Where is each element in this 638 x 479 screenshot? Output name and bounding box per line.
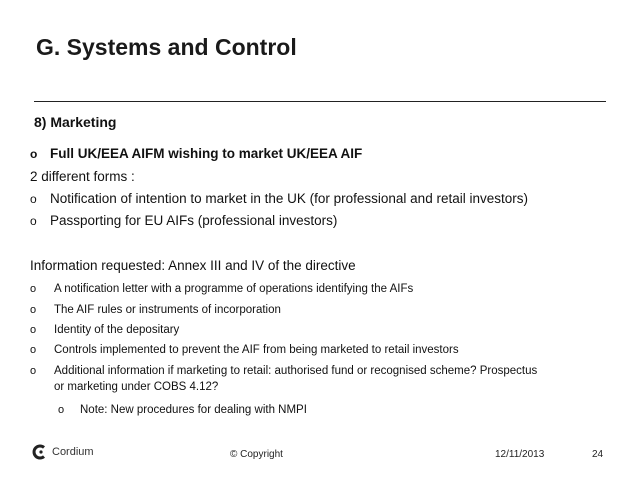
bullet-line bbox=[30, 191, 528, 206]
item-text: The AIF rules or instruments of incorporation bbox=[54, 304, 281, 316]
text-line bbox=[30, 169, 135, 184]
bullet-marker: o bbox=[30, 147, 38, 161]
bullet-marker: o bbox=[58, 404, 65, 416]
bullet-marker: o bbox=[30, 365, 37, 377]
line-text: Passporting for EU AIFs (professional investors) bbox=[50, 213, 338, 228]
list-item bbox=[30, 324, 179, 336]
line-text: 2 different forms : bbox=[30, 169, 135, 184]
item-text: A notification letter with a programme of operations identifying the AIFs bbox=[54, 283, 414, 295]
cordium-logo-icon bbox=[32, 444, 48, 460]
logo-text: Cordium bbox=[52, 446, 94, 458]
list-item bbox=[30, 283, 413, 295]
footer-date: 12/11/2013 bbox=[495, 449, 545, 460]
bullet-line bbox=[30, 146, 362, 161]
bullet-marker: o bbox=[30, 324, 37, 336]
line-text: Information requested: Annex III and IV of the directive bbox=[30, 258, 356, 273]
line-text: Full UK/EEA AIFM wishing to market UK/EEA AIF bbox=[50, 146, 363, 161]
item-text-continued: or marketing under COBS 4.12? bbox=[54, 381, 219, 393]
footer-copyright: © Copyright bbox=[230, 449, 283, 460]
item-text: Note: New procedures for dealing with NMPI bbox=[80, 404, 307, 416]
bullet-marker: o bbox=[30, 344, 37, 356]
bullet-marker: o bbox=[30, 304, 37, 316]
title-divider bbox=[34, 101, 606, 102]
list-item bbox=[30, 363, 610, 395]
item-text: Identity of the depositary bbox=[54, 324, 180, 336]
bullet-line bbox=[30, 213, 337, 228]
line-text: Notification of intention to market in the UK (for professional and retail investors) bbox=[50, 191, 528, 206]
list-item bbox=[30, 304, 281, 316]
list-item bbox=[30, 344, 459, 356]
bullet-marker: o bbox=[30, 283, 37, 295]
sub-list-item bbox=[58, 404, 307, 416]
page-number: 24 bbox=[592, 449, 604, 460]
section-heading: 8) Marketing bbox=[34, 114, 117, 130]
item-text: Controls implemented to prevent the AIF from being marketed to retail investors bbox=[54, 344, 459, 356]
slide-title: G. Systems and Control bbox=[36, 34, 297, 60]
item-text: Additional information if marketing to retail: authorised fund or recognised scheme? Prospectus bbox=[54, 365, 538, 377]
bullet-marker: o bbox=[30, 214, 37, 228]
bullet-marker: o bbox=[30, 192, 37, 206]
text-line bbox=[30, 258, 356, 273]
company-logo bbox=[32, 444, 94, 460]
